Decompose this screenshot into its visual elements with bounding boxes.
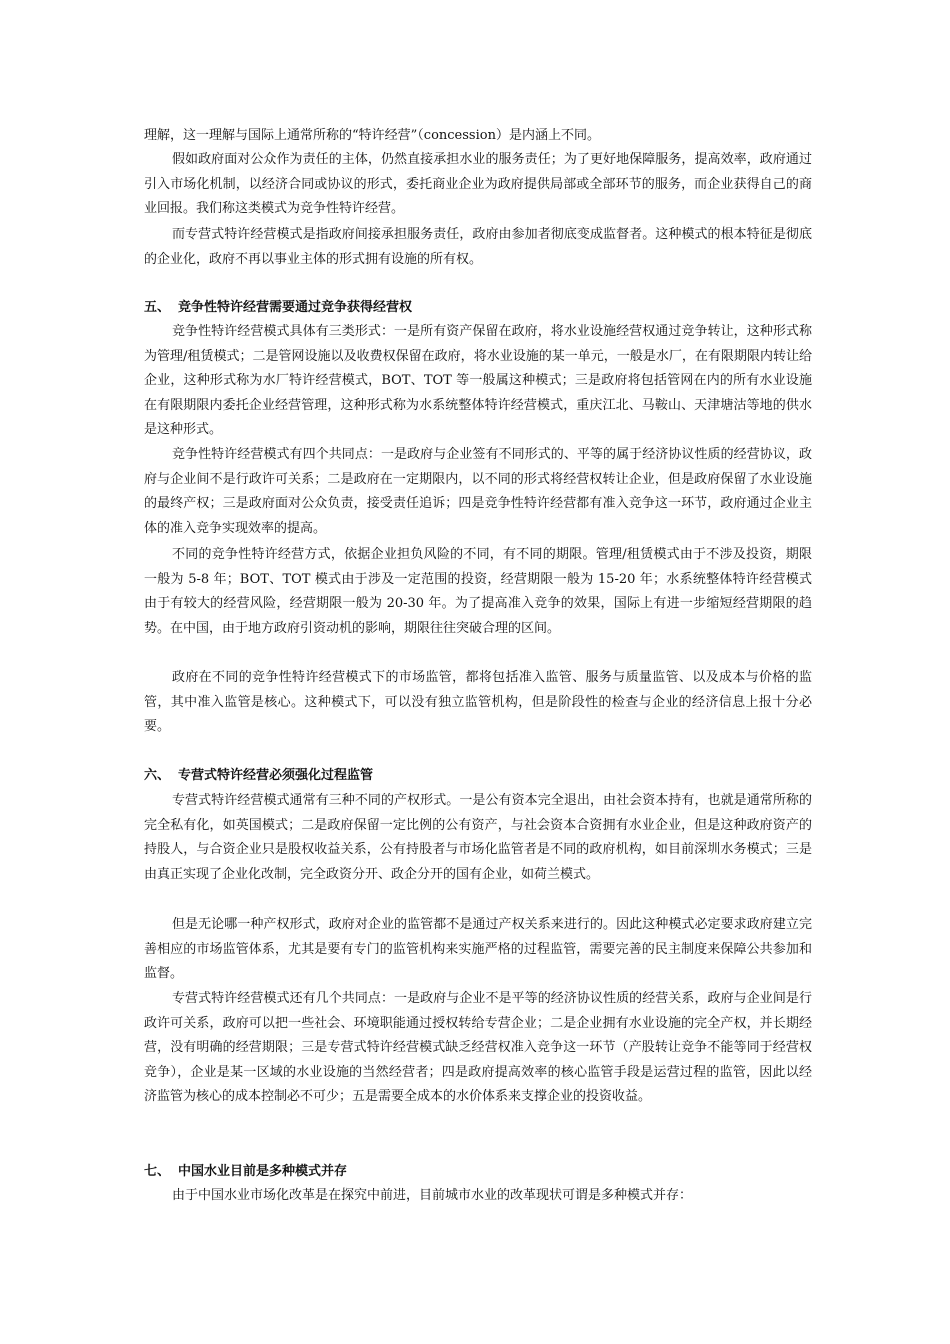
section-number: 六、 — [144, 768, 171, 783]
paragraph-5: 竞争性特许经营模式有四个共同点：一是政府与企业签有不同形式的、平等的属于经济协议性质的经营协议，政府与企业间不是行政许可关系；二是政府在一定期限内，以不同的形式将经营权转让企业，但是政府保留了水业设施的最终产权；三是政府面对公众负责，接受责任追诉；四是竞争性特许经营都有准入竞争这一环节，政府通过企业主体的准入竞争实现效率的提高。 — [144, 447, 812, 536]
section-heading-6 — [144, 764, 812, 789]
section-heading-5 — [144, 296, 812, 321]
paragraph-7: 政府在不同的竞争性特许经营模式下的市场监管，都将包括准入监管、服务与质量监管、以及成本与价格的监管，其中准入监管是核心。这种模式下，可以没有独立监管机构，但是阶段性的检查与企业的经济信息上报十分必要。 — [144, 670, 812, 734]
paragraph-9: 但是无论哪一种产权形式，政府对企业的监管都不是通过产权关系来进行的。因此这种模式必定要求政府建立完善相应的市场监管体系，尤其是要有专门的监管机构来实施严格的过程监管，需要完善的民主制度来保障公共参加和监督。 — [144, 917, 812, 981]
section-number: 五、 — [144, 300, 171, 315]
paragraph-11: 由于中国水业市场化改革是在探究中前进，目前城市水业的改革现状可谓是多种模式并存： — [172, 1188, 693, 1203]
section-title: 竞争性特许经营需要通过竞争获得经营权 — [178, 300, 413, 315]
paragraph-4: 竞争性特许经营模式具体有三类形式：一是所有资产保留在政府，将水业设施经营权通过竞争转让，这种形式称为管理/租赁模式；二是管网设施以及收费权保留在政府，将水业设施的某一单元，一般是水厂，在有限期限内转让给企业，这种形式称为水厂特许经营模式，BOT、TOT 等一般属这种模式；三是政府将包括管网在内的所有水业设施在有限期限内委托企业经营管理，这种形式称为水系统整体特许经营模式，重庆江北、马鞍山、天津塘沽等地的供水是这种形式。 — [144, 324, 812, 437]
section-title: 专营式特许经营必须强化过程监管 — [178, 768, 374, 783]
section-heading-7 — [144, 1160, 812, 1185]
paragraph-3: 而专营式特许经营模式是指政府间接承担服务责任，政府由参加者彻底变成监督者。这种模式的根本特征是彻底的企业化，政府不再以事业主体的形式拥有设施的所有权。 — [144, 227, 812, 267]
section-number: 七、 — [144, 1164, 171, 1179]
section-title: 中国水业目前是多种模式并存 — [178, 1164, 348, 1179]
paragraph-6: 不同的竞争性特许经营方式，依据企业担负风险的不同，有不同的期限。管理/租赁模式由于不涉及投资，期限一般为 5-8 年；BOT、TOT 模式由于涉及一定范围的投资，经营期限一般为 15-20 年；水系统整体特许经营模式由于有较大的经营风险，经营期限一般为 20-30 年。为了提高准入竞争的效果，国际上有进一步缩短经营期限的趋势。在中国，由于地方政府引资动机的影响，期限往往突破合理的区间。 — [144, 547, 812, 636]
paragraph-10: 专营式特许经营模式还有几个共同点：一是政府与企业不是平等的经济协议性质的经营关系，政府与企业间是行政许可关系，政府可以把一些社会、环境职能通过授权转给专营企业；二是企业拥有水业设施的完全产权，并长期经营，没有明确的经营期限；三是专营式特许经营模式缺乏经营权准入竞争这一环节（产股转让竞争不能等同于经营权竞争），企业是某一区域的水业设施的当然经营者；四是政府提高效率的核心监管手段是运营过程的监管，因此以经济监管为核心的成本控制必不可少；五是需要全成本的水价体系来支撑企业的投资收益。 — [144, 991, 812, 1104]
paragraph-1: 理解，这一理解与国际上通常所称的“特许经营”（concession）是内涵上不同。 — [144, 128, 600, 143]
paragraph-2: 假如政府面对公众作为责任的主体，仍然直接承担水业的服务责任；为了更好地保障服务，提高效率，政府通过引入市场化机制，以经济合同或协议的形式，委托商业企业为政府提供局部或全部环节的服务，而企业获得自己的商业回报。我们称这类模式为竞争性特许经营。 — [144, 152, 812, 216]
paragraph-8: 专营式特许经营模式通常有三种不同的产权形式。一是公有资本完全退出，由社会资本持有，也就是通常所称的完全私有化，如英国模式；二是政府保留一定比例的公有资产，与社会资本合资拥有水业企业，但是这种政府资产的持股人，与合资企业只是股权收益关系，公有持股者与市场化监管者是不同的政府机构，如目前深圳水务模式；三是由真正实现了企业化改制，完全政资分开、政企分开的国有企业，如荷兰模式。 — [144, 793, 812, 882]
